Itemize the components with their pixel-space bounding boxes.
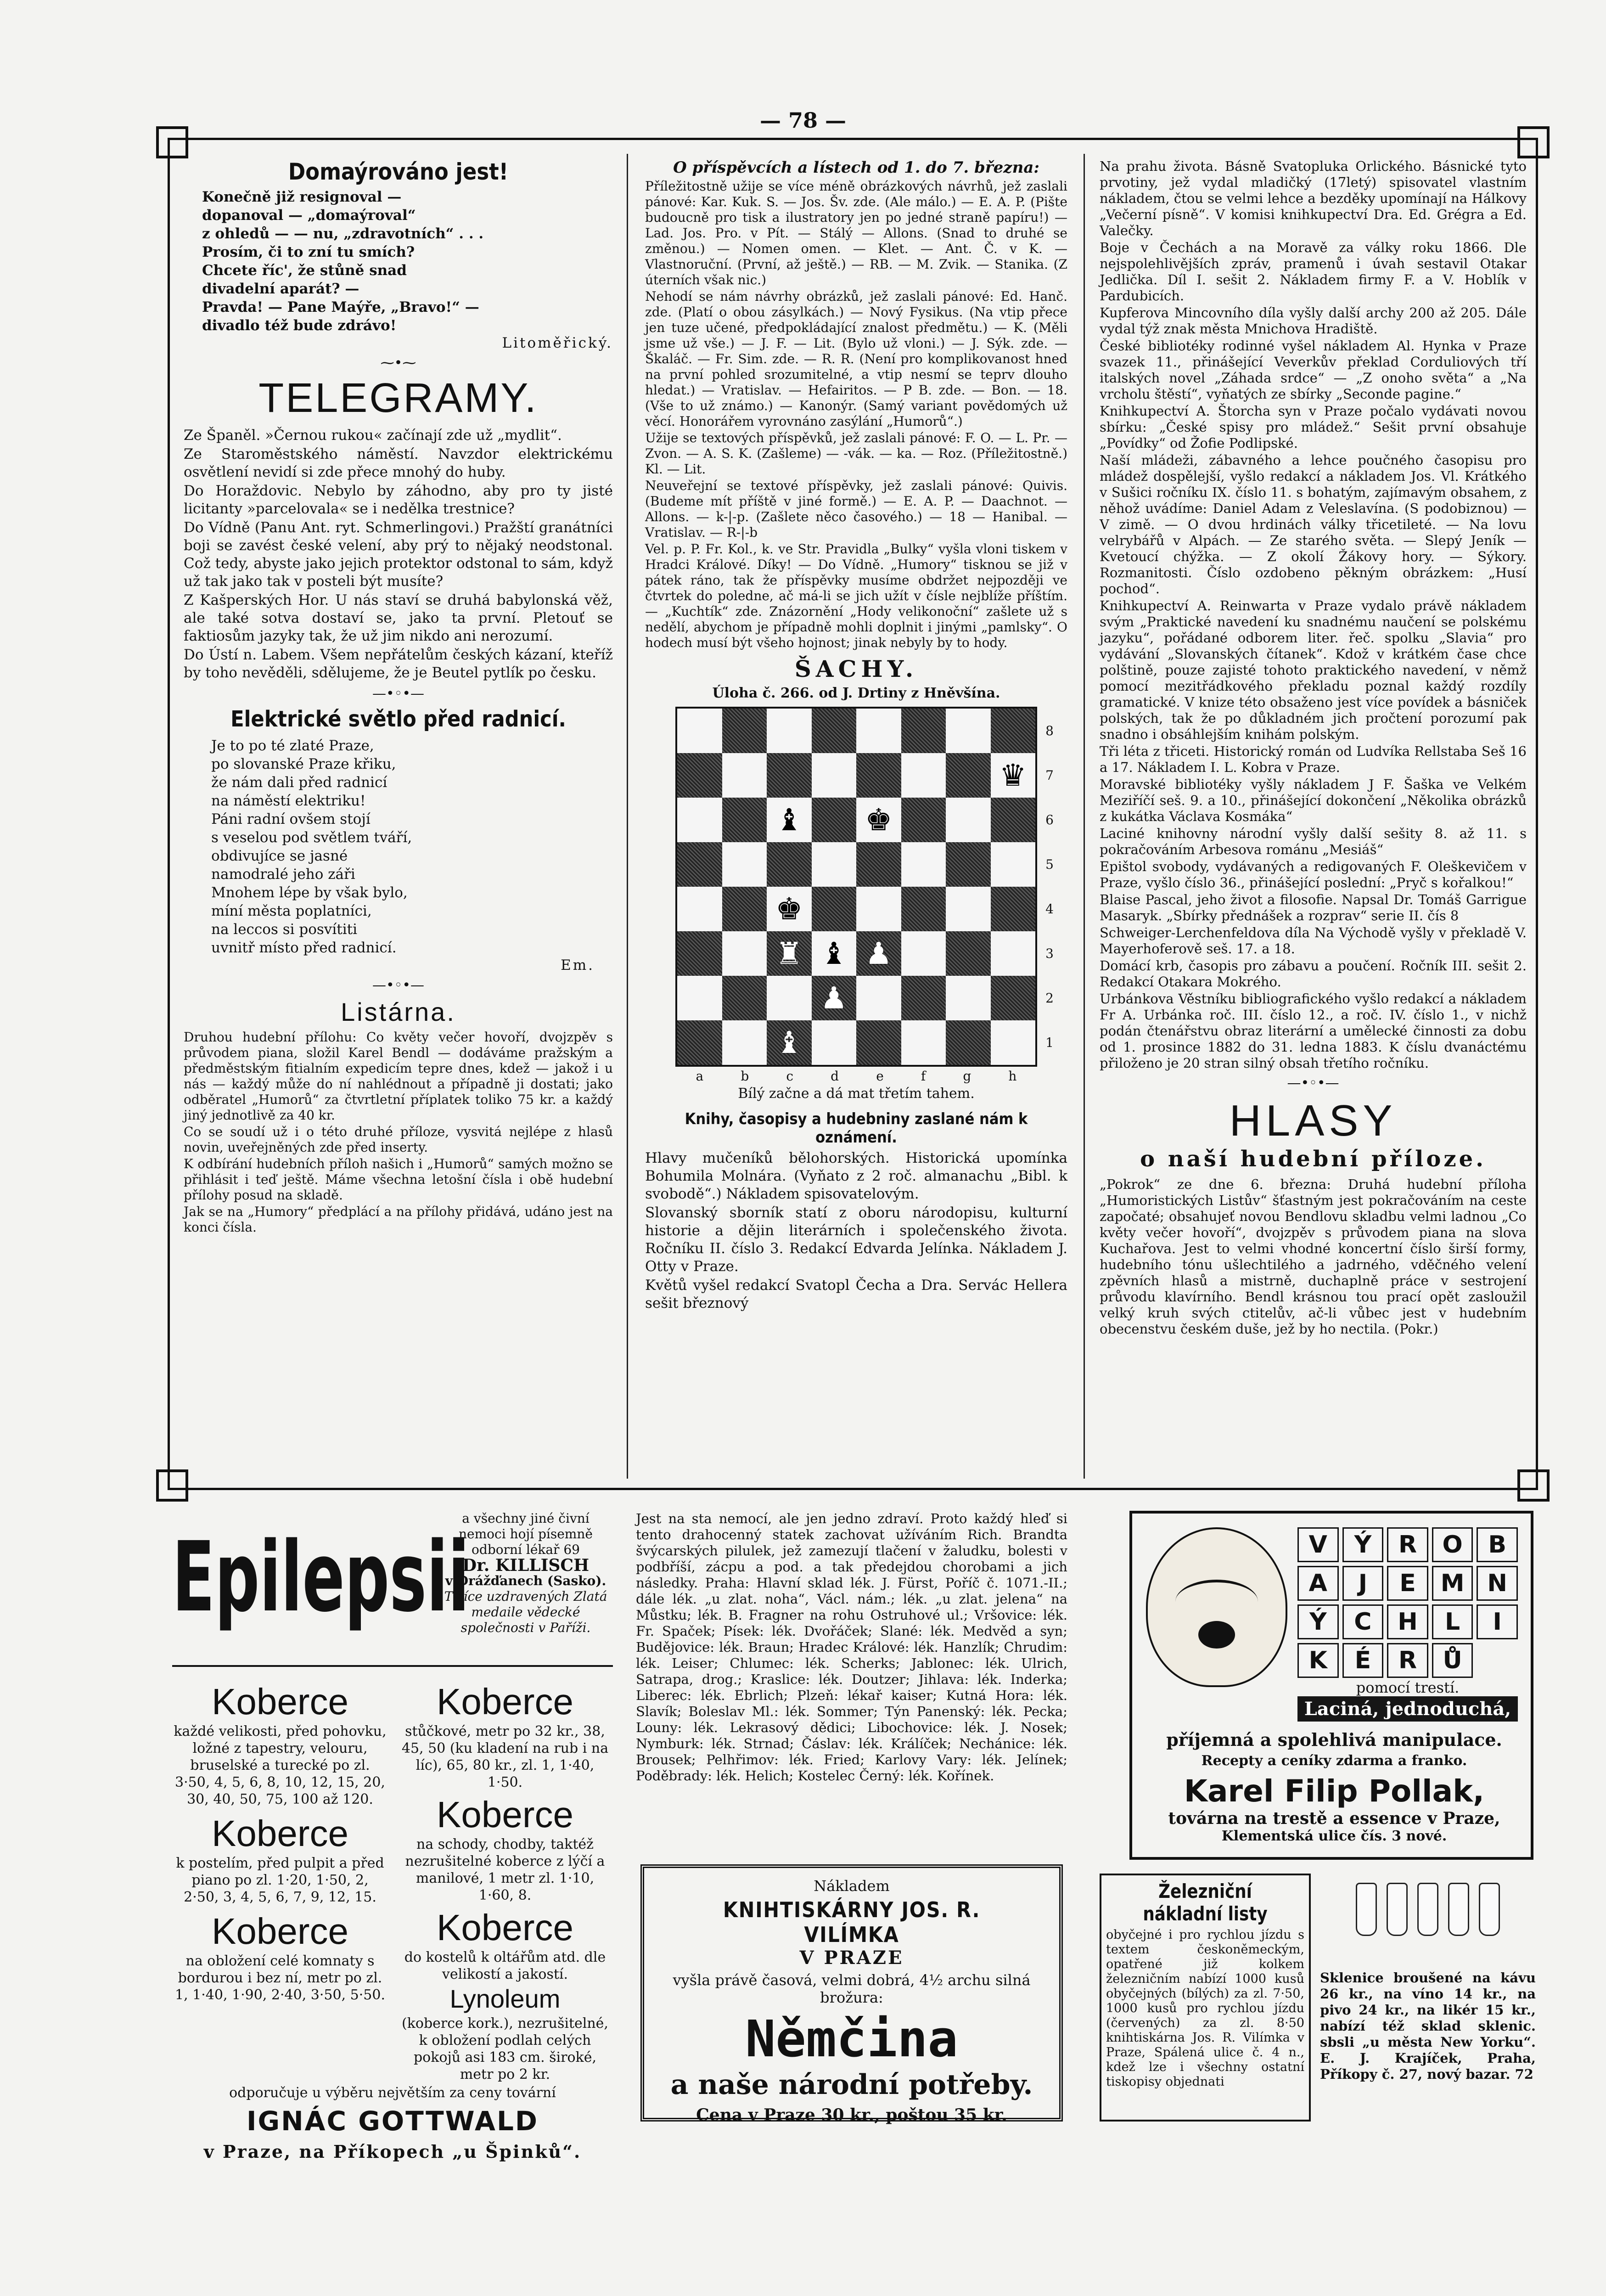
- poem-line: Páni radní ovšem stojí: [211, 811, 371, 827]
- review-item: Tři léta z třiceti. Historický román od Ludvíka Rellstaba Seš 16 a 17. Nákladem I. L. Kobra v Praze.: [1100, 743, 1527, 775]
- poem-line: Chcete říc', že stůně snad: [202, 262, 407, 279]
- chess-square: [856, 931, 901, 976]
- chess-square: [677, 798, 722, 842]
- man-illustration: [1146, 1527, 1287, 1687]
- pollak-line: pomocí trestí.: [1356, 1679, 1460, 1696]
- letter-tile: N: [1477, 1566, 1518, 1601]
- contributions-item: Vel. p. P. Fr. Kol., k. ve Str. Pravidla „Bulky“ vyšla vloni tiskem v Hradci Králové. Díky! — Do Vídně. „Humory“ tisknou se již v pátek ráno, tak že příspěvky musíme obdržet nejpozději ve čtvrtek do poledne, ač má-li se jich užít v čísle nejblíže příštím. — „Kuchtík“ zde. Znázornění „Hody velikonoční“ zašlete už s nedělí, abychom je případně mohli doplnit i jinými „pamlsky“. O hodech musí být všeho hojnost; jinak nebyly by to hody.: [645, 541, 1067, 650]
- chess-piece-icon: ♝: [775, 1024, 803, 1060]
- review-item: Na prahu života. Básně Svatopluka Orlického. Básnické tyto prvotiny, jež vydal mladičký (17letý) spisovatel vlastním nákladem, čtou se velmi lehce a bezděky upomínají na Hálkovy „Večerní písně“. V komisi knihkupectví Dra. Ed. Grégra a Ed. Valečky.: [1100, 158, 1527, 238]
- rank-label: 1: [1045, 1035, 1054, 1050]
- pollak-address: Klementská ulice čís. 3 nové.: [1221, 1828, 1447, 1844]
- chess-square: [812, 842, 857, 887]
- glass-icon: [1356, 1883, 1377, 1936]
- chess-title: ŠACHY.: [794, 655, 918, 682]
- chess-piece-icon: ♜: [775, 935, 803, 971]
- poem-line: po slovanské Praze křiku,: [211, 756, 396, 772]
- sklenice-text: Sklenice broušené na kávu 26 kr., na víno 14 kr., na pivo 24 kr., na likér 15 kr., nabízí též sklad sklenic. sbsli „u města New Yorku“. E. J. Krajíček, Praha, Příkopy č. 27, nový bazar. 72: [1320, 1970, 1536, 2082]
- koberce-text: do kostelů k oltářům atd. dle velikostí a jakostí.: [404, 1949, 606, 1982]
- listy-text: obyčejné i pro rychlou jízdu s textem českoněmeckým, opatřené již kolkem železničním nabízí 1000 kusů obyčejných (bílých) za zl. 7·50, 1000 kusů pro rychlou jízdu (červených) za zl. 8·50 knihtiskárna Jos. R. Vilímka v Praze, Spálená ulice č. 4 n., kdež lze i všechny ostatní tiskopisy objednati: [1106, 1928, 1304, 2089]
- vilimek-line: vyšla právě časová, velmi dobrá, 4½ archu silná brožura:: [673, 1971, 1031, 2006]
- poem-line: divadlo též bude zdrávo!: [202, 317, 397, 334]
- chess-square: [767, 931, 812, 976]
- chess-piece-icon: ♟: [865, 935, 893, 971]
- letter-tile: L: [1432, 1604, 1473, 1639]
- chess-square: [812, 887, 857, 931]
- chess-square: [991, 931, 1036, 976]
- hlasy-text: „Pokrok“ ze dne 6. března: Druhá hudební příloha „Humoristických Listův“ šťastným jest pokračováním na ceste započaté; obsahujeť novou Bendlovu skladbu velmi ladnou „Co květy večer hovoří“, dvojzpěv s průvodem piana na slova Kuchařova. Jest to velmi vhodné koncertní číslo širší formy, hudebního tónu ušlechtilého a jadrného, vděčného velení zpěvních hlasů a mistrně, duchaplně práce v sestrojení průvodu klavírního. Bendl krásnou tou prací opět zasloužil velký kruh svých ctitelův, ač-li vůbec jest v hudebním obecenstvu českém duše, jež by ho nectila. (Pokr.): [1100, 1176, 1527, 1337]
- hlasy-subtitle: o naší hudební příloze.: [1140, 1146, 1486, 1172]
- chess-square: [722, 842, 767, 887]
- lynoleum-text: (koberce kork.), nezrušitelné, k obložení podlah celých pokojů asi 183 cm. široké, metr po 2 kr.: [402, 2015, 608, 2082]
- advertisements: [168, 1497, 1538, 2213]
- chess-square: [901, 1020, 946, 1065]
- poem-title: Elektrické světlo před radnicí.: [230, 706, 566, 732]
- koberce-title: Koberce: [437, 1907, 573, 1948]
- chess-square: [946, 798, 991, 842]
- chess-square: [722, 976, 767, 1020]
- books-item: Hlavy mučeníků bělohorských. Historická upomínka Bohumila Molnára. (Vyňato z 2 roč. almanachu „Bibl. k svobodě“.) Nákladem spisovatelovým.: [645, 1150, 1067, 1202]
- column-divider: [1084, 154, 1085, 1479]
- column-divider: [627, 154, 628, 1479]
- poem-signature: Litoměřický.: [502, 335, 613, 351]
- glass-icon: [1448, 1883, 1469, 1936]
- chess-square: [991, 887, 1036, 931]
- ornament-divider: —•◦•—: [1287, 1075, 1339, 1091]
- content-frame: [168, 138, 1538, 1490]
- chess-piece-icon: ♛: [999, 757, 1027, 793]
- chess-square: [812, 753, 857, 798]
- letter-tile: H: [1387, 1604, 1428, 1639]
- file-label: a: [696, 1069, 704, 1084]
- chess-square: [991, 976, 1036, 1020]
- chess-square: [767, 753, 812, 798]
- chess-square: [677, 887, 722, 931]
- rank-label: 4: [1045, 901, 1054, 917]
- chess-square: [722, 798, 767, 842]
- review-item: Epištol svobody, vydávaných a redigovaných F. Oleškevičem v Praze, vyšlo číslo 36., přinášející poslední: „Pryč s kořalkou!“: [1100, 859, 1527, 890]
- vyroba-likeru-letters: [1297, 1527, 1518, 1678]
- vilimek-price: Cena v Praze 30 kr., poštou 35 kr.: [696, 2105, 1007, 2125]
- glass-icon: [1479, 1883, 1500, 1936]
- letter-tile: B: [1477, 1527, 1518, 1562]
- poem-line: s veselou pod světlem tváří,: [211, 829, 412, 846]
- epilepsii-heading: Epilepsii: [172, 1521, 470, 1633]
- chess-square: [946, 931, 991, 976]
- column-1: [184, 158, 613, 1488]
- letter-tile: Ů: [1432, 1643, 1473, 1678]
- chess-square: [946, 1020, 991, 1065]
- file-label: h: [1008, 1069, 1017, 1084]
- chess-square: [812, 976, 857, 1020]
- listarna-title: Listárna.: [341, 997, 456, 1026]
- chess-square: [677, 976, 722, 1020]
- poem-line: namodralé jeho záři: [211, 866, 355, 883]
- contributions-title: O příspěvcích a lístech od 1. do 7. března:: [673, 158, 1039, 177]
- chess-square: [856, 887, 901, 931]
- letter-tile: A: [1297, 1566, 1339, 1601]
- vilimek-firm: KNIHTISKÁRNY JOS. R. VILÍMKA: [723, 1897, 981, 1947]
- chess-square: [812, 709, 857, 753]
- file-label: f: [921, 1069, 926, 1084]
- glass-icon: [1417, 1883, 1438, 1936]
- letter-tile: R: [1387, 1643, 1428, 1678]
- ad-epilepsii: [172, 1511, 613, 1667]
- epilepsii-text: a všechny jiné čivní nemoci hojí písemně odborní lékař 69: [459, 1511, 593, 1557]
- review-item: Urbánkova Věstníku bibliografického vyšlo redakcí a nákladem Fr A. Urbánka roč. III. číslo 12., a roč. IV. číslo 1., v nichž podán čtenářstvu obraz literární a umělecké činnosti za dobu od 1. prosince 1882 do 31. ledna 1883. K číslu dvanáctému přiloženo je 20 stran silný obsah třetího ročníku.: [1100, 991, 1527, 1071]
- chess-square: [901, 976, 946, 1020]
- chess-square: [856, 753, 901, 798]
- koberce-title: Koberce: [437, 1794, 573, 1835]
- koberce-address: v Praze, na Příkopech „u Špinků“.: [203, 2141, 582, 2162]
- chess-piece-icon: ♚: [775, 891, 803, 927]
- letter-tile: R: [1387, 1527, 1428, 1562]
- epilepsii-doctor: Dr. KILLISCH: [462, 1556, 590, 1575]
- vilimek-city: V PRAZE: [799, 1947, 904, 1969]
- frame-corner-ornament: [156, 126, 188, 158]
- review-item: Knihkupectví A. Reinwarta v Praze vydalo právě nákladem svým „Praktické navedení ku snadnému naučení se polskému jazyku“, pořádané odborem liter. řeč. spolku „Slavia“ pro vydávání „Slovanských čítanek“. Kdož v krátkém čase chce polštině, pouze zajisté tohoto praktického navedení, v němž pomocí mezitřádkového překladu poznal každý rozdíly gramatické. V knize této obsaženo jest více povídek a básniček polských, tak že po důkladném jich pročtení porozumí pak snadno i obsáhlejším knihám polským.: [1100, 598, 1527, 742]
- contributions-item: Nehodí se nám návrhy obrázků, jež zaslali pánové: Ed. Hanč. zde. (Platí o obou zásylkách.) — Nový Fysikus. (Na vtip přece jen tuze učené, předpokládající znalost předmětu.) — K. (Měli jsme už vše.) — J. F. — Lit. (Bylo už vloni.) — J. Sýk. zde. — Škaláč. — Fr. Sim. zde. — R. R. (Není pro komplikovanost hned na první pohled srozumitelné, a vtip nesmí se teprv dlouho hledat.) — Vratislav. — Hefairitos. — P B. zde. — Bon. — 18. (Vše to už známo.) — Kanonýr. (Samý variant povědomých už věcí. Honorářem vyrovnáno zasýlání „Humorů“.): [645, 289, 1067, 429]
- poem-title: Domaýrováno jest!: [288, 158, 509, 185]
- koberce-title: Koberce: [212, 1813, 348, 1854]
- letter-tile: C: [1342, 1604, 1384, 1639]
- hlasy-title: HLASY: [1229, 1096, 1397, 1145]
- chess-square: [901, 931, 946, 976]
- koberce-text: k postelím, před pulpit a před piano po zl. 1·20, 1·50, 2, 2·50, 3, 4, 5, 6, 7, 9, 12, 15.: [176, 1855, 384, 1905]
- poem-line: na náměstí elektriku!: [211, 793, 366, 809]
- poem-signature: Em.: [561, 957, 595, 974]
- telegram-item: Do Horaždovic. Nebylo by záhodno, aby pro ty jisté licitanty »parcelovala« se i nedělka trestnice?: [184, 483, 613, 517]
- poem-line: z ohledů — — nu, „zdravotních“ . . .: [202, 225, 484, 242]
- chess-square: [856, 709, 901, 753]
- chess-square: [901, 842, 946, 887]
- file-label: g: [963, 1069, 971, 1084]
- review-item: Knihkupectví A. Štorcha syn v Praze počalo vydávati novou sbírku: „České spisy pro mládež.“ Sešit první obsahuje „Povídky“ od Žofie Podlipské.: [1100, 403, 1527, 451]
- chess-square: [677, 709, 722, 753]
- chess-square: [722, 931, 767, 976]
- listarna-item: Druhou hudební přílohu: Co květy večer hovoří, dvojzpěv s průvodem piana, složil Karel Bendl — dodáváme pražským a předměstským fitialním expedicím tepre dnes, kdež — jakož i u nás — každý může do ní nahlédnout a případně ji dostati; jako odběratel „Humorů“ za čtvrtletní příplatek toliko 75 kr. a každý jiný jednotlivě za 40 kr.: [184, 1030, 613, 1123]
- contributions-item: Příležitostně užije se více méně obrázkových návrhů, jež zaslali pánové: Kar. Kuk. S. — Jos. Šv. zde. (Ale málo.) — E. A. P. (Pište budoucně pro tisk a ilustratory jen po jedné straně papíru!) — Lad. Jos. Pro. v Pít. — Stálý — Allons. (Snad to druhé se změnou.) — Nomen omen. — Klet. — Ant. Č. v K. — Vlastnoruční. (První, až ještě.) — RB. — M. Zvik. — Stanika. (Z úterních však nic.): [645, 179, 1067, 287]
- telegram-item: Do Vídně (Panu Ant. ryt. Schmerlingovi.) Pražští granátníci boji se zavést české velení, aby prý to nějaký neodstonal. Což tedy, abyste jako jejich protektor odstonal to sám, když už tak jako tak v posteli být musíte?: [184, 519, 613, 590]
- poem-line: Mnohem lépe by však bylo,: [211, 884, 408, 901]
- file-label: e: [876, 1069, 884, 1084]
- pollak-line: Recepty a ceníky zdarma a franko.: [1201, 1753, 1467, 1769]
- chess-square: [812, 798, 857, 842]
- chess-square: [767, 1020, 812, 1065]
- review-item: České bibliotéky rodinné vyšel nákladem Al. Hynka v Praze svazek 11., přinášející Veverkův překlad Corduliových tří italských novel „Záhada srdce“ — „Z onoho světa“ a „Na vrcholu štěstí“, vyňatých ze sbírky „Seconde pagine.“: [1100, 338, 1527, 402]
- chess-square: [856, 1020, 901, 1065]
- poem-line: dopanoval — „domaýroval“: [202, 207, 416, 224]
- letter-tile: M: [1432, 1566, 1473, 1601]
- letter-tile: V: [1297, 1527, 1339, 1562]
- chess-square: [991, 753, 1036, 798]
- review-item: Kupferova Mincovního díla vyšly další archy 200 až 205. Dále vydal týž znak města Mnichova Hradiště.: [1100, 305, 1527, 337]
- chess-square: [856, 842, 901, 887]
- chess-square: [946, 976, 991, 1020]
- chess-caption: Bílý začne a dá mat třetím tahem.: [738, 1086, 975, 1102]
- poem-line: na leccos si posvítiti: [211, 921, 357, 938]
- ad-pollak: [1129, 1511, 1533, 1860]
- frame-corner-ornament: [1517, 126, 1550, 158]
- letter-tile: I: [1477, 1604, 1518, 1639]
- rank-label: 8: [1045, 723, 1054, 738]
- review-item: Moravské bibliotéky vyšly nákladem J F. Šaška ve Velkém Meziříčí seš. 9. a 10., přinášející dokončení „Několika obrázků z kukátka Václava Kosmáka“: [1100, 777, 1527, 824]
- koberce-text: na schody, chodby, taktéž nezrušitelné koberce z lýčí a manilové, 1 metr zl. 1·10, 1·60, 8.: [405, 1836, 605, 1903]
- poem-line: Konečně již resignoval —: [202, 189, 402, 205]
- review-item: Schweiger-Lerchenfeldova díla Na Východě vyšly v překladě V. Mayerhoferově seš. 17. a 18.: [1100, 925, 1527, 957]
- koberce-footer: odporučuje u výběru největším za ceny tovární: [229, 2085, 556, 2101]
- letter-tile: É: [1342, 1643, 1384, 1678]
- poem-body: [184, 737, 613, 957]
- file-label: b: [741, 1069, 749, 1084]
- listy-title: Železniční nákladní listy: [1143, 1880, 1268, 1925]
- rank-label: 6: [1045, 812, 1054, 827]
- ad-koberce: [172, 1681, 613, 2209]
- koberce-title: Koberce: [212, 1681, 348, 1722]
- chess-piece-icon: ♝: [820, 935, 848, 971]
- chess-square: [722, 753, 767, 798]
- chess-square: [812, 1020, 857, 1065]
- chess-square: [767, 798, 812, 842]
- ad-pilulky: Jest na sta nemocí, ale jen jedno zdraví. Proto každý hleď si tento drahocenný statek zachovat užíváním Rich. Brandta švýcarských pilulek, jež zamezují tlačení v žaludku, bolesti v podbříší, zácpu a pod. a tak předejdou chorobami a jich následky. Praha: Hlavní sklad lék. J. Fürst, Poříč č. 1071.-II.; dále lék. „u zlat. noha“, Václ. nám.; lék. „u zlat. jelena“ na Můstku; lék. B. Fragner na rohu Ostruhové ul.; Vršovice: lék. Fr. Spaček; Písek: lék. Dvořáček; Slané: lék. Medvěd a syn; Budějovice: lék. Braun; Hradec Králové: lék. Hanzlík; Chrudim: lék. Leiser; Chlumec: lék. Scherks; Jablonec: lék. Ulrich, Satrapa, drog.; Kraslice: lék. Doutzer; Jihlava: lék. Inderka; Liberec: lék. Ebrlich; Plzeň: lékař kaiser; Kutná Hora: lék. Slavík; Boleslav Ml.: lék. Sommer; Týn Panenský: lék. Pecka; Louny: lék. Lekrasový dědici; Libochovice: lék. J. Nosek; Nymburk: lék. Strnad; Čáslav: lék. Králíček; Nechánice: lék. Brousek; Pelhřimov: lék. Fried; Karlovy Vary: lék. Jelínek; Poděbrady: lék. Helich; Kostelec Černý: lék. Kořínek.: [636, 1511, 1067, 1784]
- chess-square: [767, 842, 812, 887]
- chess-square: [901, 709, 946, 753]
- pollak-line: Laciná, jednoduchá,: [1297, 1696, 1518, 1722]
- listarna-item: Jak se na „Humory“ předplácí a na přílohy přidává, udáno jest na konci čísla.: [184, 1204, 613, 1235]
- glass-icon: [1387, 1883, 1408, 1936]
- file-label: d: [831, 1069, 839, 1084]
- file-label: c: [786, 1069, 794, 1084]
- chess-square: [677, 931, 722, 976]
- chess-square: [901, 887, 946, 931]
- chess-rank-labels: [1045, 709, 1054, 1065]
- epilepsii-text2: Tisíce uzdravených Zlatá medaile vědecké společnosti v Paříži.: [444, 1589, 607, 1635]
- column-3: [1100, 158, 1527, 1488]
- letter-tile: Ý: [1297, 1604, 1339, 1639]
- chess-square: [767, 709, 812, 753]
- koberce-title: Koberce: [212, 1911, 348, 1952]
- letter-tile: O: [1432, 1527, 1473, 1562]
- chess-square: [946, 842, 991, 887]
- ornament-divider: —•◦•—: [372, 977, 425, 993]
- chess-square: [991, 1020, 1036, 1065]
- column-2: [645, 158, 1067, 1488]
- koberce-text: na obložení celé komnaty s bordurou i bez ní, metr po zl. 1, 1·40, 1·90, 2·40, 3·50, 5·50.: [175, 1953, 385, 2003]
- chess-square: [991, 842, 1036, 887]
- chess-square: [946, 709, 991, 753]
- koberce-firm: IGNÁC GOTTWALD: [246, 2105, 539, 2137]
- telegram-item: Ze Španěl. »Černou rukou« začínají zde už „mydlit“.: [184, 427, 562, 444]
- letter-tile: J: [1342, 1566, 1384, 1601]
- page-number: — 78 —: [759, 108, 847, 133]
- poem-line: uvnitř místo před radnicí.: [211, 940, 397, 956]
- poem-line: Je to po té zlaté Praze,: [211, 737, 374, 754]
- pollak-name: Karel Filip Pollak,: [1184, 1773, 1485, 1809]
- review-item: Domácí krb, časopis pro zábavu a poučení. Ročník III. sešit 2. Redakcí Otakara Mokrého.: [1100, 958, 1527, 990]
- telegram-item: Z Kašperských Hor. U nás staví se druhá babylonská věž, ale také sotva dostaví se, jako ta první. Pletouť se faktiosům jazyky tak, že už jim nikdo ani nerozumí.: [184, 592, 613, 644]
- chess-square: [812, 931, 857, 976]
- review-item: Naší mládeži, zábavného a lehce poučného časopisu pro mládež dospělejší, vyšlo redakcí a nákladem Jos. Vl. Krátkého v Sušici ročníku IX. číslo 11. s bohatým, zajímavým obsahem, z něhož uvádíme: Daniel Adam z Veleslavína. (S podobiznou) — V zimě. — O dvou hrdinách války třicetileté. — Na lovu velrybářů v Alpách. — Ze starého světa. — Slepý Jeník — Kvetoucí chýžka. — Z okolí Žákovy hory. — Sýkory. Rozmanitosti. Číslo ozdobeno pěkným obrázkem: „Husí pochod“.: [1100, 452, 1527, 597]
- rank-label: 7: [1045, 768, 1054, 783]
- letter-tile: K: [1297, 1643, 1339, 1678]
- books-title: Knihy, časopisy a hudebniny zaslané nám k oznámení.: [685, 1110, 1028, 1147]
- chess-square: [767, 976, 812, 1020]
- pollak-line: příjemná a spolehlivá manipulace.: [1166, 1729, 1502, 1750]
- chess-board: [675, 707, 1054, 1067]
- chess-square: [991, 798, 1036, 842]
- poem-body: [184, 188, 613, 335]
- chess-square: [856, 798, 901, 842]
- chess-square: [722, 1020, 767, 1065]
- ornament-divider: ⁓•⁓: [380, 355, 416, 371]
- rank-label: 5: [1045, 857, 1054, 872]
- review-item: Laciné knihovny národní vyšly další sešity 8. až 11. s pokračováním Arbesova románu „Mesiáš“: [1100, 826, 1527, 857]
- listarna-item: K odbírání hudebních příloh našich i „Humorů“ samých možno se přihlásit i teď ještě. Máme všechna letošní čísla i obě hudební přílohy posud na skladě.: [184, 1156, 613, 1203]
- chess-subtitle: Úloha č. 266. od J. Drtiny z Hněvšína.: [712, 685, 1000, 701]
- lynoleum-title: Lynoleum: [449, 1984, 561, 2013]
- poem-line: Pravda! — Pane Maýře, „Bravo!“ —: [202, 299, 479, 315]
- chess-square: [991, 709, 1036, 753]
- vilimek-subtitle: a naše národní potřeby.: [670, 2069, 1033, 2101]
- letter-tile: Ý: [1342, 1527, 1384, 1562]
- koberce-title: Koberce: [437, 1681, 573, 1722]
- chess-square: [856, 976, 901, 1020]
- vilimek-line: Nákladem: [814, 1877, 890, 1895]
- koberce-text: stůčkové, metr po 32 kr., 38, 45, 50 (ku kladení na rub i na líc), 65, 80 kr., zl. 1, 1·40, 1·50.: [401, 1723, 609, 1790]
- pollak-line: továrna na trestě a essence v Praze,: [1168, 1809, 1500, 1828]
- chess-file-labels: [677, 1069, 1035, 1084]
- books-item: Květů vyšel redakcí Svatopl Čecha a Dra. Servác Hellera sešit březnový: [645, 1277, 1067, 1311]
- poem-line: že nám dali před radnicí: [211, 774, 387, 791]
- ornament-divider: —•◦•—: [372, 686, 425, 702]
- chess-square: [722, 709, 767, 753]
- chess-piece-icon: ♚: [865, 802, 893, 838]
- poem-line: obdivujíce se jasné: [211, 848, 348, 864]
- ad-listy: [1100, 1874, 1536, 2122]
- contributions-item: Neuveřejní se textové příspěvky, jež zaslali pánové: Quivis. (Budeme mít příště v jiné formě.) — E. A. P. — Daachnot. — Allons. — k-|-p. (Zašlete něco časového.) — 18 — Hanibal. — Vratislav. — R-|-b: [645, 478, 1067, 540]
- listarna-item: Co se soudí už i o této druhé příloze, vysvitá nejlépe z hlasů novin, uveřejněných zde před inserty.: [184, 1124, 613, 1155]
- chess-square: [677, 842, 722, 887]
- chess-square: [677, 1020, 722, 1065]
- telegram-item: Do Ústí n. Labem. Všem nepřátelům českých kázaní, kteříž by toho nevěděli, sdělujeme, že je Beutel pytlík po česku.: [184, 647, 613, 681]
- chess-square: [901, 753, 946, 798]
- chess-square: [901, 798, 946, 842]
- telegram-title: TELEGRAMY.: [258, 375, 538, 421]
- ad-vilimek: [640, 1864, 1063, 2125]
- rank-label: 2: [1045, 990, 1054, 1006]
- review-item: Boje v Čechách a na Moravě za války roku 1866. Dle nejspolehlivějších zpráv, pramenů i úvah sestavil Otakar Jedlička. Díl I. sešit 2. Nákladem firmy F. a V. Hoblík v Pardubicích.: [1100, 240, 1527, 304]
- epilepsii-place: v Drážďanech (Sasko).: [445, 1573, 606, 1588]
- chess-square: [767, 887, 812, 931]
- chess-square: [946, 753, 991, 798]
- koberce-text: každé velikosti, před pohovku, ložné z tapestry, velouru, bruselské a turecké po zl. 3·50, 4, 5, 6, 8, 10, 12, 15, 20, 30, 40, 50, 75, 100 až 120.: [174, 1723, 387, 1807]
- vilimek-title: Němčina: [745, 2009, 958, 2068]
- contributions-item: Užije se textových příspěvků, jež zaslali pánové: F. O. — L. Pr. — Zvon. — A. S. K. (Zašleme) — -vák. — ka. — Roz. (Příležitostně.) Kl. — Lit.: [645, 430, 1067, 477]
- telegram-item: Ze Staroměstského náměstí. Navzdor elektrickému osvětlení nevidí si zde přece mnohý do huby.: [184, 446, 613, 480]
- letter-tile: E: [1387, 1566, 1428, 1601]
- glasses-illustration: [1320, 1874, 1536, 1970]
- chess-square: [677, 753, 722, 798]
- poem-line: Prosím, či to zní tu smích?: [202, 244, 415, 260]
- chess-piece-icon: ♝: [775, 802, 803, 838]
- poem-line: míní města poplatníci,: [211, 903, 372, 919]
- review-item: Blaise Pascal, jeho život a filosofie. Napsal Dr. Tomáš Garrigue Masaryk. „Sbírky přednášek a rozprav“ serie II. čís 8: [1100, 892, 1527, 923]
- books-item: Slovanský sborník statí z oboru národopisu, kulturní historie a dějin literárních i společenského života. Ročníku II. číslo 3. Redakcí Edvarda Jelínka. Nákladem J. Otty v Praze.: [645, 1204, 1067, 1275]
- poem-line: divadelní aparát? —: [202, 281, 359, 297]
- chess-piece-icon: ♟: [820, 980, 848, 1016]
- chess-square: [946, 887, 991, 931]
- rank-label: 3: [1045, 946, 1054, 961]
- chess-square: [722, 887, 767, 931]
